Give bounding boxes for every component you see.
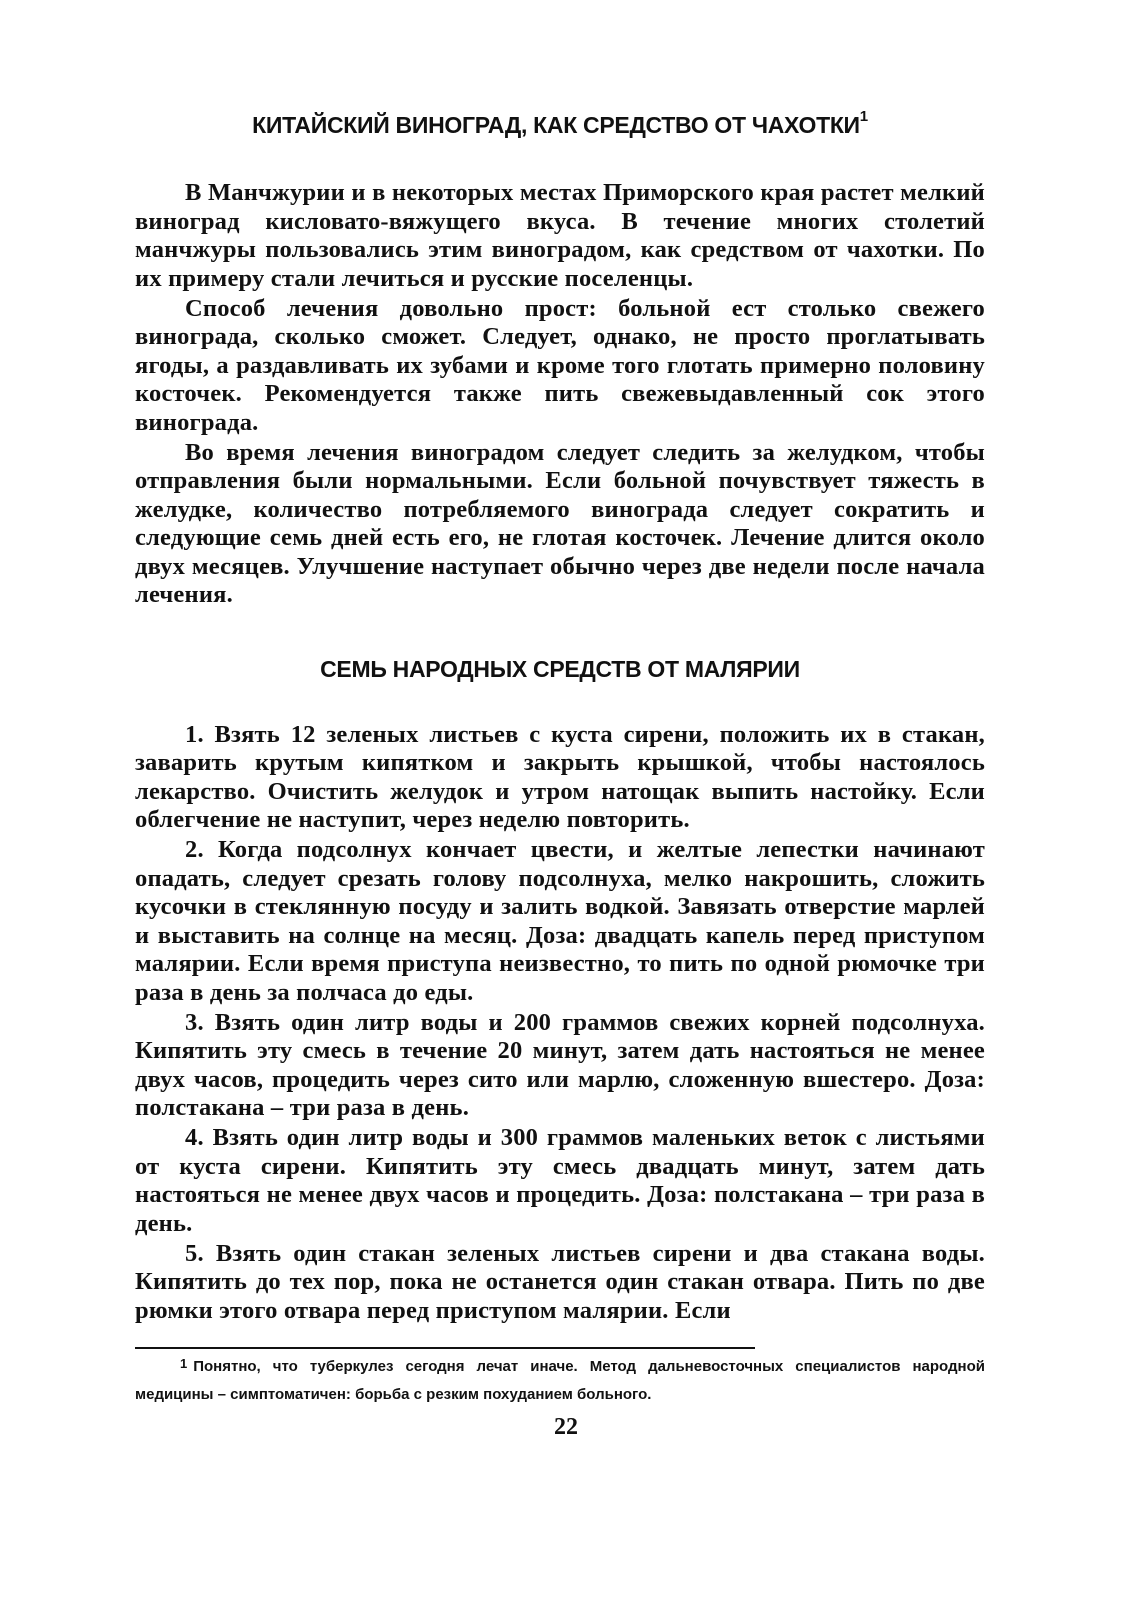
remedy-paragraph: 4. Взять один литр воды и 300 граммов маленьких веток с листьями от куста сирени. Кипятить эту смесь двадцать минут, затем дать настояться не менее двух часов и процедить. Доза: полстакана – три раза в день. [135,1124,985,1237]
footnote-text: Понятно, что туберкулез сегодня лечат иначе. Метод дальневосточных специалистов народной медицины – симптоматичен: борьба с резким похуданием больного. [135,1358,985,1403]
footnote-reference[interactable]: 1 [859,108,868,125]
footnote-divider [135,1347,755,1349]
section-title-text: КИТАЙСКИЙ ВИНОГРАД, КАК СРЕДСТВО ОТ ЧАХОТКИ [252,112,860,138]
remedy-paragraph: 3. Взять один литр воды и 200 граммов свежих корней подсолнуха. Кипятить эту смесь в течение 20 минут, затем дать настояться не менее двух часов, процедить через сито или марлю, сложенную вшестеро. Доза: полстакана – три раза в день. [135,1008,985,1121]
section-title-malaria-remedies: СЕМЬ НАРОДНЫХ СРЕДСТВ ОТ МАЛЯРИИ [320,655,800,682]
footnote-mark: 1 [180,1356,188,1371]
page-content [135,108,985,1327]
paragraph: Во время лечения виноградом следует следить за желудком, чтобы отправления были нормальными. Если больной почувствует тяжесть в желудке, количество потребляемого винограда следует сократить и следующие семь дней есть его, не глотая косточек. Лечение длится около двух месяцев. Улучшение наступает обычно через две недели после начала лечения. [135,438,985,608]
remedy-paragraph: 5. Взять один стакан зеленых листьев сирени и два стакана воды. Кипятить до тех пор, пока не останется один стакан отвара. Пить по две рюмки этого отвара перед приступом малярии. Если [135,1239,985,1324]
remedy-paragraph: 1. Взять 12 зеленых листьев с куста сирени, положить их в стакан, заварить крутым кипятком и закрыть крышкой, чтобы настоялось лекарство. Очистить желудок и утром натощак выпить настойку. Если облегчение не наступит, через неделю повторить. [135,720,985,833]
paragraph: Способ лечения довольно прост: больной ест столько свежего винограда, сколько сможет. Следует, однако, не просто проглатывать ягоды, а раздавливать их зубами и кроме того глотать примерно половину косточек. Рекомендуется также пить свежевыдавленный сок этого винограда. [135,294,985,436]
remedy-paragraph: 2. Когда подсолнух кончает цвести, и желтые лепестки начинают опадать, следует срезать голову подсолнуха, мелко накрошить, сложить кусочки в стеклянную посуду и залить водкой. Завязать отверстие марлей и выставить на солнце на месяц. Доза: двадцать капель перед приступом малярии. Если время приступа неизвестно, то пить по одной рюмочке три раза в день за полчаса до еды. [135,836,985,1006]
footnote-area [135,1347,985,1409]
section-title-chinese-grapes [135,108,985,139]
paragraph: В Манчжурии и в некоторых местах Приморского края растет мелкий виноград кисловато-вяжущего вкуса. В течение многих столетий манчжуры пользовались этим виноградом, как средством от чахотки. По их примеру стали лечиться и русские поселенцы. [135,179,985,292]
footnote [135,1353,985,1409]
page-number: 22 [554,1414,578,1440]
